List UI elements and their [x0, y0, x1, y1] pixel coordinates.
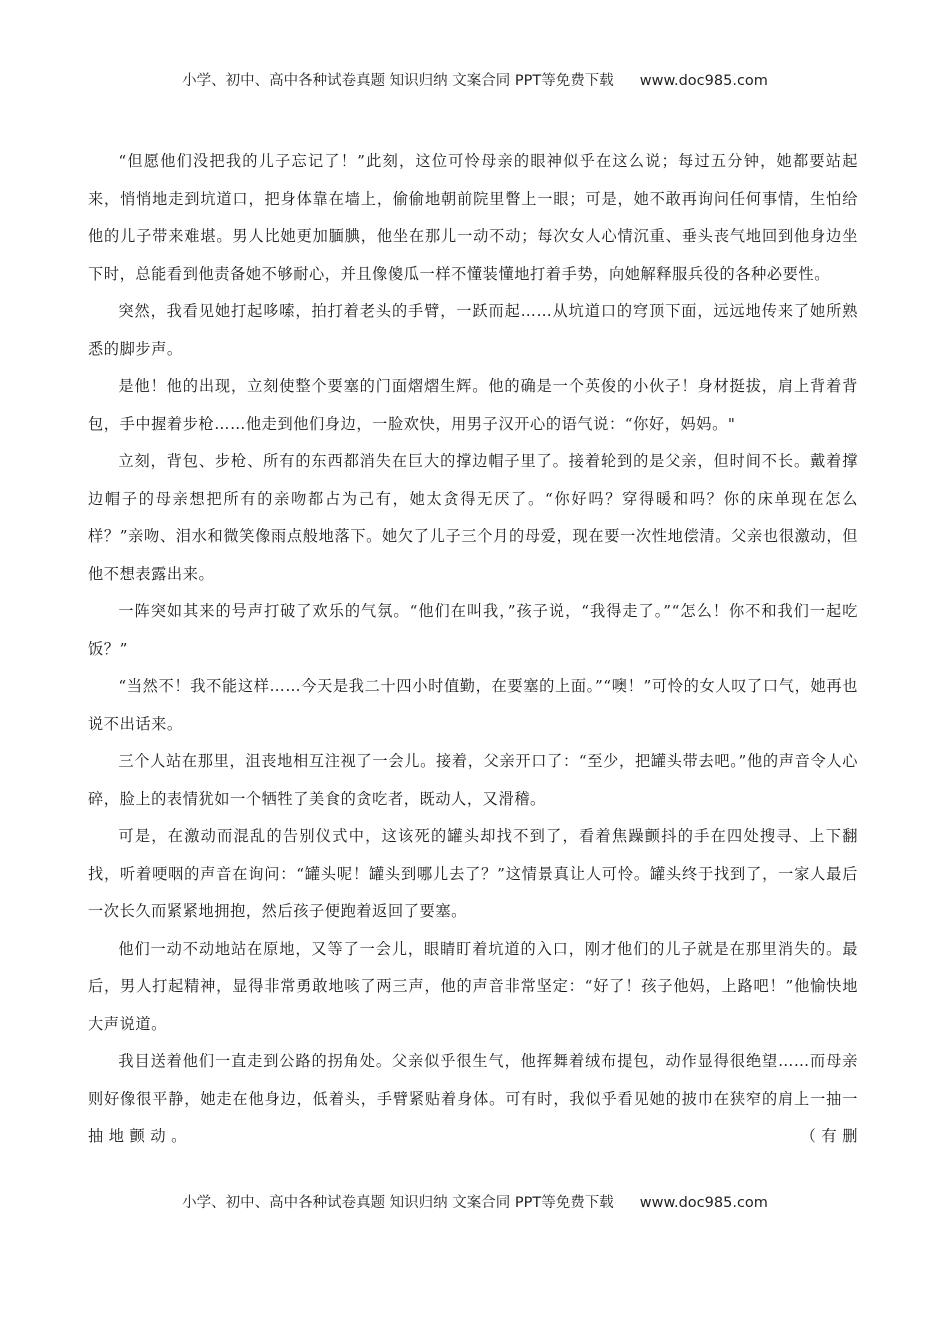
paragraph-6: “当然不！我不能这样……今天是我二十四小时值勤，在要塞的上面。”“噢！”可怜的女人叹了口气，她再也说不出话来。 — [88, 677, 858, 733]
paragraph-4: 立刻，背包、步枪、所有的东西都消失在巨大的撑边帽子里了。接着轮到的是父亲，但时间不长。戴着撑边帽子的母亲想把所有的亲吻都占为己有，她太贪得无厌了。“你好吗？穿得暖和吗？你的床单现在怎么样？”亲吻、泪水和微笑像雨点般地落下。她欠了儿子三个月的母爱，现在要一次性地偿清。父亲也很激动，但他不想表露出来。 — [88, 452, 858, 583]
paragraph-7: 三个人站在那里，沮丧地相互注视了一会儿。接着，父亲开口了：“至少，把罐头带去吧。”他的声音令人心碎，脸上的表情犹如一个牺牲了美食的贪吃者，既动人，又滑稽。 — [88, 752, 858, 808]
article-body — [88, 143, 858, 1156]
paragraph-2: 突然，我看见她打起哆嗦，拍打着老头的手臂，一跃而起……从坑道口的穹顶下面，远远地传来了她所熟悉的脚步声。 — [88, 302, 858, 358]
page-footer — [0, 1191, 950, 1212]
page-header — [0, 69, 950, 90]
paragraph-3: 是他！他的出现，立刻使整个要塞的门面熠熠生辉。他的确是一个英俊的小伙子！身材挺拔，肩上背着背包，手中握着步枪……他走到他们身边，一脸欢快，用男子汉开心的语气说：“你好，妈妈。" — [88, 377, 858, 433]
footer-text: 小学、初中、高中各种试卷真题 知识归纳 文案合同 PPT等免费下载 — [182, 1195, 614, 1211]
paragraph-5: 一阵突如其来的号声打破了欢乐的气氛。“他们在叫我，”孩子说，“我得走了。”“怎么！你不和我们一起吃饭？” — [88, 602, 858, 658]
paragraph-1: “但愿他们没把我的儿子忘记了！”此刻，这位可怜母亲的眼神似乎在这么说；每过五分钟，她都要站起来，悄悄地走到坑道口，把身体靠在墙上，偷偷地朝前院里瞥上一眼；可是，她不敢再询问任何事情，生怕给他的儿子带来难堪。男人比她更加腼腆，他坐在那儿一动不动；每次女人心情沉重、垂头丧气地回到他身边坐下时，总能看到他责备她不够耐心，并且像傻瓜一样不懂装懂地打着手势，向她解释服兵役的各种必要性。 — [88, 152, 858, 283]
paragraph-10: 我目送着他们一直走到公路的拐角处。父亲似乎很生气，他挥舞着绒布提包，动作显得很绝望……而母亲则好像很平静，她走在他身边，低着头，手臂紧贴着身体。可有时，我似乎看见她的披巾在狭窄的肩上一抽一抽地颤动。 （有删 — [88, 1052, 858, 1145]
footer-site-link[interactable]: www.doc985.com — [639, 1195, 768, 1211]
header-site-link[interactable]: www.doc985.com — [639, 73, 768, 89]
paragraph-9: 他们一动不动地站在原地，又等了一会儿，眼睛盯着坑道的入口，刚才他们的儿子就是在那里消失的。最后，男人打起精神，显得非常勇敢地咳了两三声，他的声音非常坚定：“好了！孩子他妈，上路吧！”他愉快地大声说道。 — [88, 939, 858, 1033]
header-text: 小学、初中、高中各种试卷真题 知识归纳 文案合同 PPT等免费下载 — [182, 73, 614, 89]
paragraph-8: 可是，在激动而混乱的告别仪式中，这该死的罐头却找不到了，看着焦躁颤抖的手在四处搜寻、上下翻找，听着哽咽的声音在询问：“罐头呢！罐头到哪儿去了？”这情景真让人可怜。罐头终于找到了，一家人最后一次长久而紧紧地拥抱，然后孩子便跑着返回了要塞。 — [88, 827, 858, 920]
